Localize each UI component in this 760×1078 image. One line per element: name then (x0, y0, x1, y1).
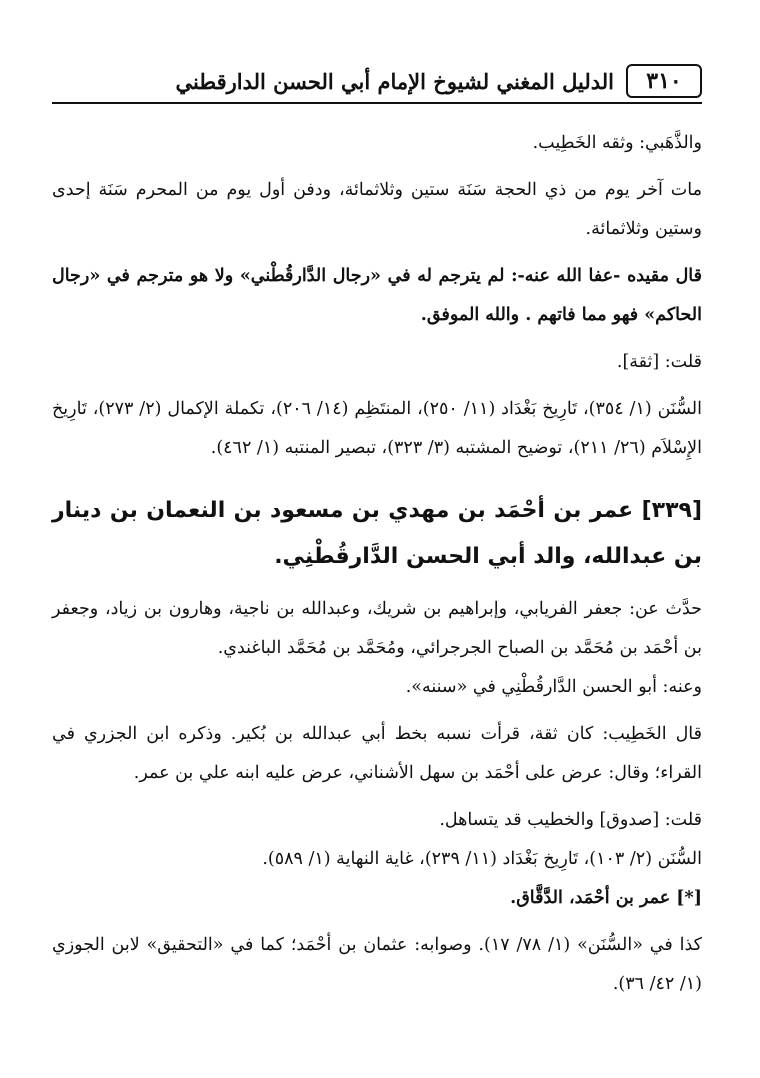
book-page (52, 62, 702, 1038)
page-body (52, 124, 702, 1004)
paragraph-correction: كذا في «السُّنَن» (١/ ٧٨/ ١٧). وصوابه: عثمان بن أحْمَد؛ كما في «التحقيق» لابن الجوزي (١/ ٤٢/ ٣٦). (52, 935, 702, 994)
paragraph-verdict: قلت: [ثقة]. (616, 352, 702, 372)
paragraph-verdict-2: قلت: [صدوق] والخطيب قد يتساهل. (439, 810, 702, 830)
page-number: ٣١٠ (626, 64, 702, 98)
page-header (52, 62, 702, 100)
running-title: الدليل المغني لشيوخ الإمام أبي الحسن الدارقطني (175, 68, 614, 94)
paragraph-author-note: قال مقيده -عفا الله عنه-: لم يترجم له في «رجال الدَّارقُطْني» ولا هو مترجم في «رجال الحاكم» فهو مما فاتهم . والله الموفق. (52, 266, 702, 325)
paragraph-narrators: وعنه: أبو الحسن الدَّارقُطْنِي في «سننه». (405, 677, 702, 697)
paragraph-dhahabi: والذَّهَبي: وثقه الخَطِيب. (532, 133, 702, 153)
paragraph-khatib: قال الخَطِيب: كان ثقة، قرأت نسبه بخط أبي عبدالله بن بُكير. وذكره ابن الجزري في القراء؛ وقال: عرض على أحْمَد بن سهل الأشناني، عرض عليه ابنه علي بن عمر. (52, 724, 702, 783)
entry-heading-339: [٣٣٩] عمر بن أحْمَد بن مهدي بن مسعود بن النعمان بن دينار بن عبدالله، والد أبي الحسن الدَّارقُطْنِي. (52, 498, 702, 569)
entry-heading-star: [*] عمر بن أحْمَد، الدَّقَّاق. (510, 888, 702, 908)
paragraph-narrated-from: حدَّث عن: جعفر الفريابي، وإبراهيم بن شريك، وعبدالله بن ناجية، وهارون بن زياد، وجعفر بن أحْمَد بن مُحَمَّد بن الصباح الجرجرائي، ومُحَمَّد بن مُحَمَّد الباغندي. (52, 599, 702, 658)
header-rule (52, 102, 702, 104)
paragraph-sources: السُّنَن (١/ ٣٥٤)، تَارِيخ بَغْدَاد (١١/ ٢٥٠)، المنتَظِم (١٤/ ٢٠٦)، تكملة الإكمال (٢/ ٢٧٣)، تَارِيخ الإِسْلاَم (٢٦/ ٢١١)، توضيح المشتبه (٣/ ٣٢٣)، تبصير المنتبه (١/ ٤٦٢). (52, 399, 702, 458)
paragraph-sources-2: السُّنَن (٢/ ١٠٣)، تَارِيخ بَغْدَاد (١١/ ٢٣٩)، غاية النهاية (١/ ٥٨٩). (262, 849, 702, 869)
paragraph-death: مات آخر يوم من ذي الحجة سَنَة ستين وثلاثمائة، ودفن أول يوم من المحرم سَنَة إحدى وستين وثلاثمائة. (52, 180, 702, 239)
